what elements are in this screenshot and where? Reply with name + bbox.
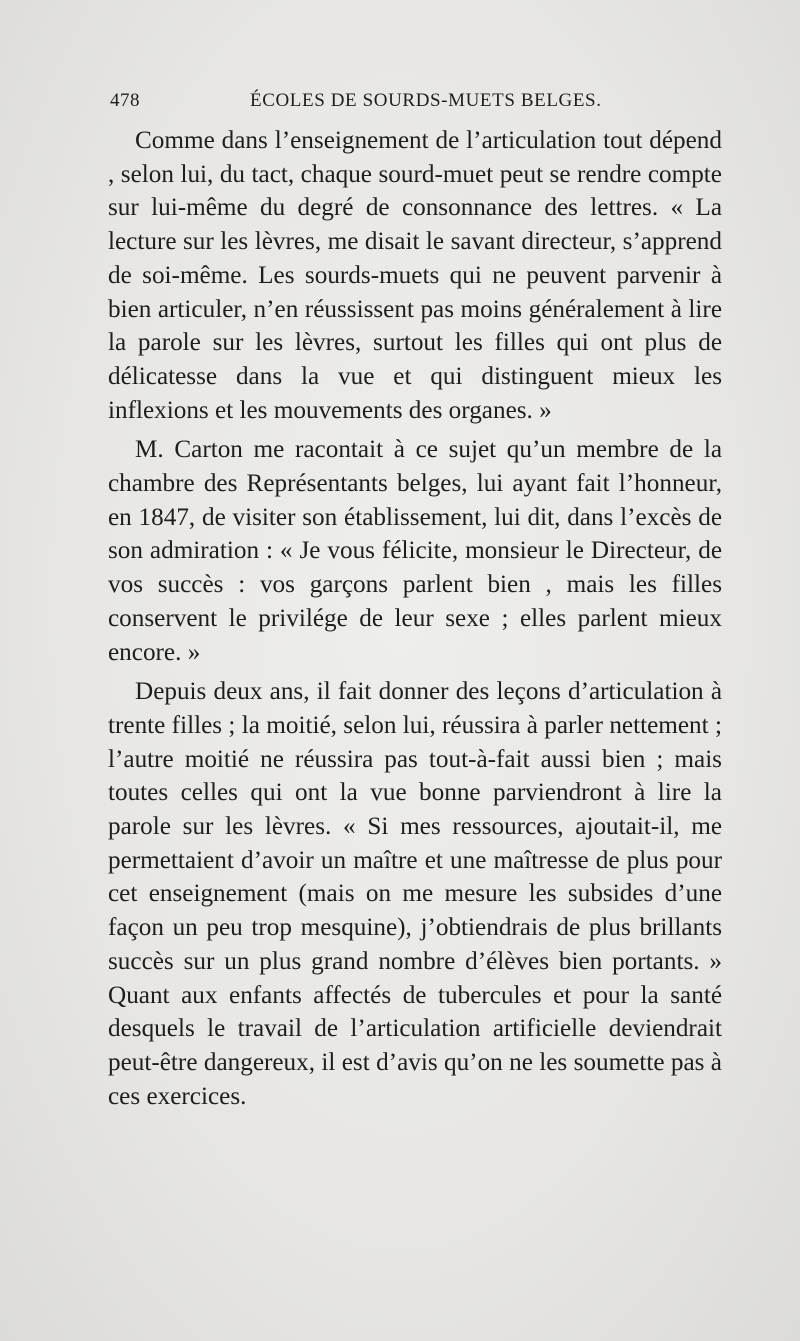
paragraph-1: Comme dans l’enseignement de l’articulation tout dépend , selon lui, du tact, chaque sourd-muet peut se rendre compte sur lui-même du degré de consonnance des lettres. « La lecture sur les lèvres, me disait le savant directeur, s’apprend de soi-même. Les sourds-muets qui ne peuvent parvenir à bien articuler, n’en réussissent pas moins généralement à lire la parole sur les lèvres, surtout les filles qui ont plus de délicatesse dans la vue et qui distinguent mieux les inflexions et les mouvements des organes. » — [108, 127, 722, 424]
running-head — [110, 84, 722, 114]
page-number: 478 — [110, 90, 140, 111]
running-title: ÉCOLES DE SOURDS-MUETS BELGES. — [250, 90, 602, 111]
paragraph-3: Depuis deux ans, il fait donner des leçons d’articulation à trente filles ; la moitié, selon lui, réussira à parler nettement ; l’autre moitié ne réussira pas tout-à-fait aussi bien ; mais toutes celles qui ont la vue bonne parviendront à lire la parole sur les lèvres. « Si mes ressources, ajoutait-il, me permettaient d’avoir un maître et une maîtresse de plus pour cet enseignement (mais on me mesure les subsides d’une façon un peu trop mesquine), j’obtiendrais de plus brillants succès sur un plus grand nombre d’élèves bien portants. » Quant aux enfants affectés de tubercules et pour la santé desquels le travail de l’articulation artificielle deviendrait peut-être dangereux, il est d’avis qu’on ne les soumette pas à ces exercices. — [108, 678, 722, 1110]
body-text — [108, 124, 722, 1113]
paragraph-2: M. Carton me racontait à ce sujet qu’un membre de la chambre des Représentants belges, lui ayant fait l’honneur, en 1847, de visiter son établissement, lui dit, dans l’excès de son admiration : « Je vous félicite, monsieur le Directeur, de vos succès : vos garçons parlent bien , mais les filles conservent le privilége de leur sexe ; elles parlent mieux encore. » — [108, 436, 722, 666]
